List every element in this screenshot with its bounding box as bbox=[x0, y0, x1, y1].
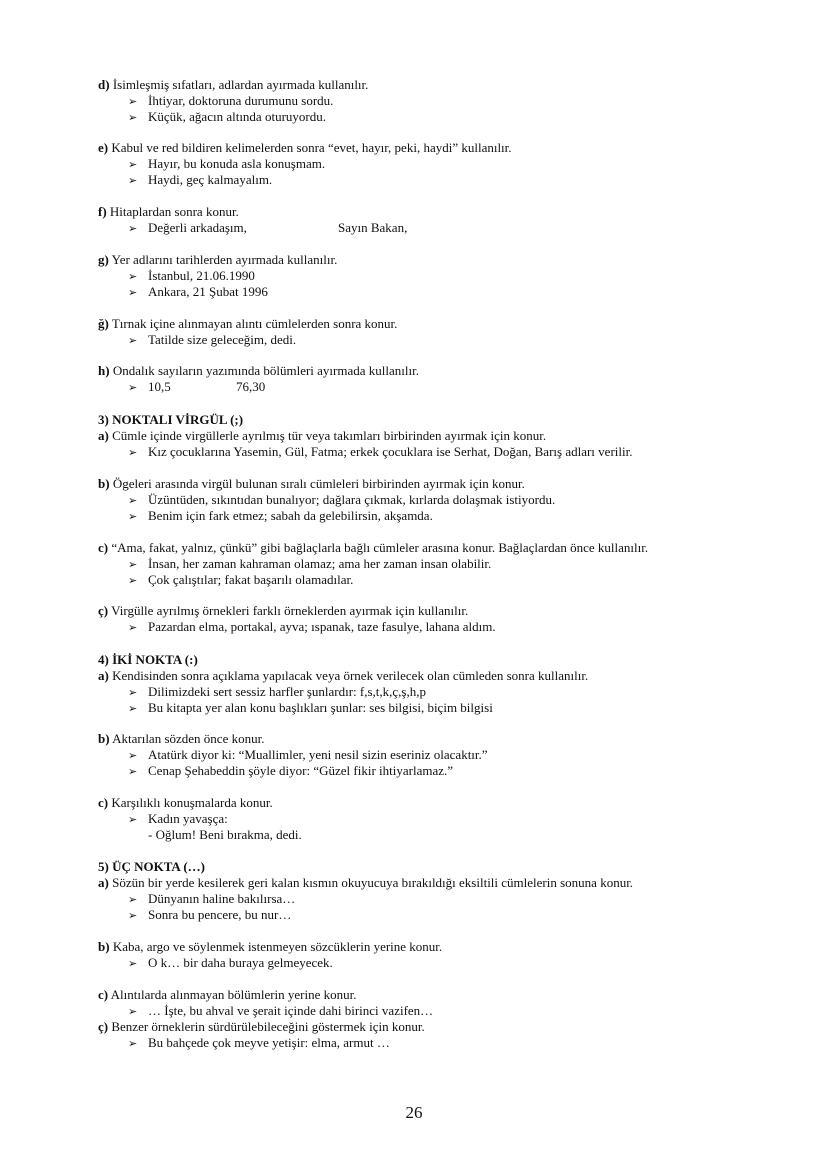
example-text: Cenap Şehabeddin şöyle diyor: “Güzel fikir ihtiyarlamaz.” bbox=[148, 763, 454, 778]
item-title: Virgülle ayrılmış örnekleri farklı örneklerden ayırmak için kullanılır. bbox=[111, 603, 469, 618]
arrow-bullet-icon: ➢ bbox=[128, 158, 138, 171]
arrow-bullet-icon: ➢ bbox=[128, 446, 138, 459]
item-label: e) bbox=[98, 140, 109, 155]
item-title: Ögeleri arasında virgül bulunan sıralı cümleleri birbirinden ayırmak için konur. bbox=[112, 476, 525, 491]
section-d bbox=[98, 77, 788, 125]
page-number: 26 bbox=[405, 1103, 423, 1122]
section-3-heading bbox=[98, 412, 788, 460]
section-3b bbox=[98, 476, 788, 524]
arrow-bullet-icon: ➢ bbox=[128, 381, 138, 394]
item-title: Tırnak içine alınmayan alıntı cümlelerden sonra konur. bbox=[111, 316, 398, 331]
item-label: ç) bbox=[98, 603, 109, 618]
arrow-bullet-icon: ➢ bbox=[128, 286, 138, 299]
example-text: Benim için fark etmez; sabah da gelebilirsin, akşamda. bbox=[148, 508, 433, 523]
section-f bbox=[98, 204, 788, 236]
item-title: Alıntılarda alınmayan bölümlerin yerine konur. bbox=[110, 987, 357, 1002]
dialogue-line: - Oğlum! Beni bırakma, dedi. bbox=[148, 827, 302, 842]
example-text: Atatürk diyor ki: “Muallimler, yeni nesil sizin eseriniz olacaktır.” bbox=[148, 747, 488, 762]
example-text: Pazardan elma, portakal, ayva; ıspanak, taze fasulye, lahana aldım. bbox=[148, 619, 496, 634]
example-text: Haydi, geç kalmayalım. bbox=[148, 172, 273, 187]
section-g-breve bbox=[98, 316, 788, 348]
item-label: b) bbox=[98, 731, 110, 746]
section-e bbox=[98, 140, 788, 188]
item-label: b) bbox=[98, 939, 110, 954]
example-text: Sonra bu pencere, bu nur… bbox=[148, 907, 292, 922]
item-title: Ondalık sayıların yazımında bölümleri ayırmada kullanılır. bbox=[112, 363, 419, 378]
item-title: Hitaplardan sonra konur. bbox=[109, 204, 239, 219]
example-text: Sayın Bakan, bbox=[338, 220, 408, 235]
arrow-bullet-icon: ➢ bbox=[128, 765, 138, 778]
arrow-bullet-icon: ➢ bbox=[128, 494, 138, 507]
section-4-heading bbox=[98, 652, 788, 716]
arrow-bullet-icon: ➢ bbox=[128, 1005, 138, 1018]
arrow-bullet-icon: ➢ bbox=[128, 813, 138, 826]
item-title: Yer adlarını tarihlerden ayırmada kullanılır. bbox=[111, 252, 338, 267]
arrow-bullet-icon: ➢ bbox=[128, 334, 138, 347]
example-text: Ankara, 21 Şubat 1996 bbox=[148, 284, 268, 299]
item-label: ğ) bbox=[98, 316, 109, 331]
arrow-bullet-icon: ➢ bbox=[128, 909, 138, 922]
arrow-bullet-icon: ➢ bbox=[128, 702, 138, 715]
section-3c bbox=[98, 540, 788, 588]
item-label: f) bbox=[98, 204, 107, 219]
item-title: Kendisinden sonra açıklama yapılacak veya örnek verilecek olan cümleden sonra kullanılır. bbox=[112, 668, 589, 683]
item-title: Sözün bir yerde kesilerek geri kalan kısmın okuyucuya bırakıldığı eksiltili cümlelerin sonuna konur. bbox=[112, 875, 634, 890]
section-3cc bbox=[98, 603, 788, 635]
item-title: Kabul ve red bildiren kelimelerden sonra “evet, hayır, peki, haydi” kullanılır. bbox=[111, 140, 512, 155]
example-text: Dünyanın haline bakılırsa… bbox=[148, 891, 296, 906]
item-label: g) bbox=[98, 252, 109, 267]
arrow-bullet-icon: ➢ bbox=[128, 749, 138, 762]
section-4b bbox=[98, 731, 788, 779]
example-text: Tatilde size geleceğim, dedi. bbox=[148, 332, 297, 347]
example-text: Çok çalıştılar; fakat başarılı olamadılar. bbox=[148, 572, 354, 587]
item-label: ç) bbox=[98, 1019, 109, 1034]
item-title: Benzer örneklerin sürdürülebileceğini göstermek için konur. bbox=[111, 1019, 425, 1034]
example-text: Bu bahçede çok meyve yetişir: elma, armut … bbox=[148, 1035, 390, 1050]
section-heading: 3) NOKTALI VİRGÜL (;) bbox=[98, 412, 244, 427]
example-text: Kadın yavaşça: bbox=[148, 811, 228, 826]
section-heading: 5) ÜÇ NOKTA (…) bbox=[98, 859, 206, 874]
arrow-bullet-icon: ➢ bbox=[128, 621, 138, 634]
section-heading: 4) İKİ NOKTA (:) bbox=[98, 652, 198, 667]
section-g bbox=[98, 252, 788, 300]
example-text: İstanbul, 21.06.1990 bbox=[148, 268, 255, 283]
item-title: “Ama, fakat, yalnız, çünkü” gibi bağlaçlarla bağlı cümleler arasına konur. Bağlaçlardan önce kullanılır. bbox=[111, 540, 649, 555]
example-text: Dilimizdeki sert sessiz harfler şunlardır: f,s,t,k,ç,ş,h,p bbox=[148, 684, 426, 699]
item-label: b) bbox=[98, 476, 110, 491]
example-text: 76,30 bbox=[236, 379, 266, 394]
item-label: c) bbox=[98, 795, 109, 810]
item-label: c) bbox=[98, 540, 109, 555]
section-4c bbox=[98, 795, 788, 843]
example-text: İnsan, her zaman kahraman olamaz; ama her zaman insan olabilir. bbox=[148, 556, 492, 571]
example-text: Üzüntüden, sıkıntıdan bunalıyor; dağlara çıkmak, kırlarda dolaşmak istiyordu. bbox=[148, 492, 556, 507]
example-text: Kız çocuklarına Yasemin, Gül, Fatma; erkek çocuklara ise Serhat, Doğan, Barış adları verilir. bbox=[148, 444, 633, 459]
arrow-bullet-icon: ➢ bbox=[128, 957, 138, 970]
arrow-bullet-icon: ➢ bbox=[128, 1037, 138, 1050]
item-title: İsimleşmiş sıfatları, adlardan ayırmada kullanılır. bbox=[112, 77, 369, 92]
item-label: a) bbox=[98, 428, 109, 443]
example-text: Küçük, ağacın altında oturuyordu. bbox=[148, 109, 326, 124]
item-title: Karşılıklı konuşmalarda konur. bbox=[111, 795, 273, 810]
example-text: İhtiyar, doktoruna durumunu sordu. bbox=[148, 93, 334, 108]
section-5c bbox=[98, 987, 788, 1051]
arrow-bullet-icon: ➢ bbox=[128, 893, 138, 906]
example-text: Bu kitapta yer alan konu başlıkları şunlar: ses bilgisi, biçim bilgisi bbox=[148, 700, 493, 715]
arrow-bullet-icon: ➢ bbox=[128, 558, 138, 571]
arrow-bullet-icon: ➢ bbox=[128, 686, 138, 699]
item-title: Cümle içinde virgüllerle ayrılmış tür veya takımları birbirinden ayırmak için konur. bbox=[112, 428, 547, 443]
arrow-bullet-icon: ➢ bbox=[128, 270, 138, 283]
arrow-bullet-icon: ➢ bbox=[128, 95, 138, 108]
arrow-bullet-icon: ➢ bbox=[128, 222, 138, 235]
section-h bbox=[98, 363, 788, 395]
item-label: c) bbox=[98, 987, 109, 1002]
item-label: a) bbox=[98, 875, 109, 890]
example-text: 10,5 bbox=[148, 379, 171, 394]
arrow-bullet-icon: ➢ bbox=[128, 174, 138, 187]
item-label: a) bbox=[98, 668, 109, 683]
example-text: Hayır, bu konuda asla konuşmam. bbox=[148, 156, 326, 171]
arrow-bullet-icon: ➢ bbox=[128, 510, 138, 523]
section-5-heading bbox=[98, 859, 788, 923]
example-text: O k… bir daha buraya gelmeyecek. bbox=[148, 955, 333, 970]
item-label: h) bbox=[98, 363, 110, 378]
example-text: Değerli arkadaşım, bbox=[148, 220, 247, 235]
example-text: … İşte, bu ahval ve şerait içinde dahi birinci vazifen… bbox=[148, 1003, 434, 1018]
section-5b bbox=[98, 939, 788, 971]
item-label: d) bbox=[98, 77, 110, 92]
item-title: Aktarılan sözden önce konur. bbox=[112, 731, 265, 746]
arrow-bullet-icon: ➢ bbox=[128, 111, 138, 124]
arrow-bullet-icon: ➢ bbox=[128, 574, 138, 587]
item-title: Kaba, argo ve söylenmek istenmeyen sözcüklerin yerine konur. bbox=[112, 939, 443, 954]
